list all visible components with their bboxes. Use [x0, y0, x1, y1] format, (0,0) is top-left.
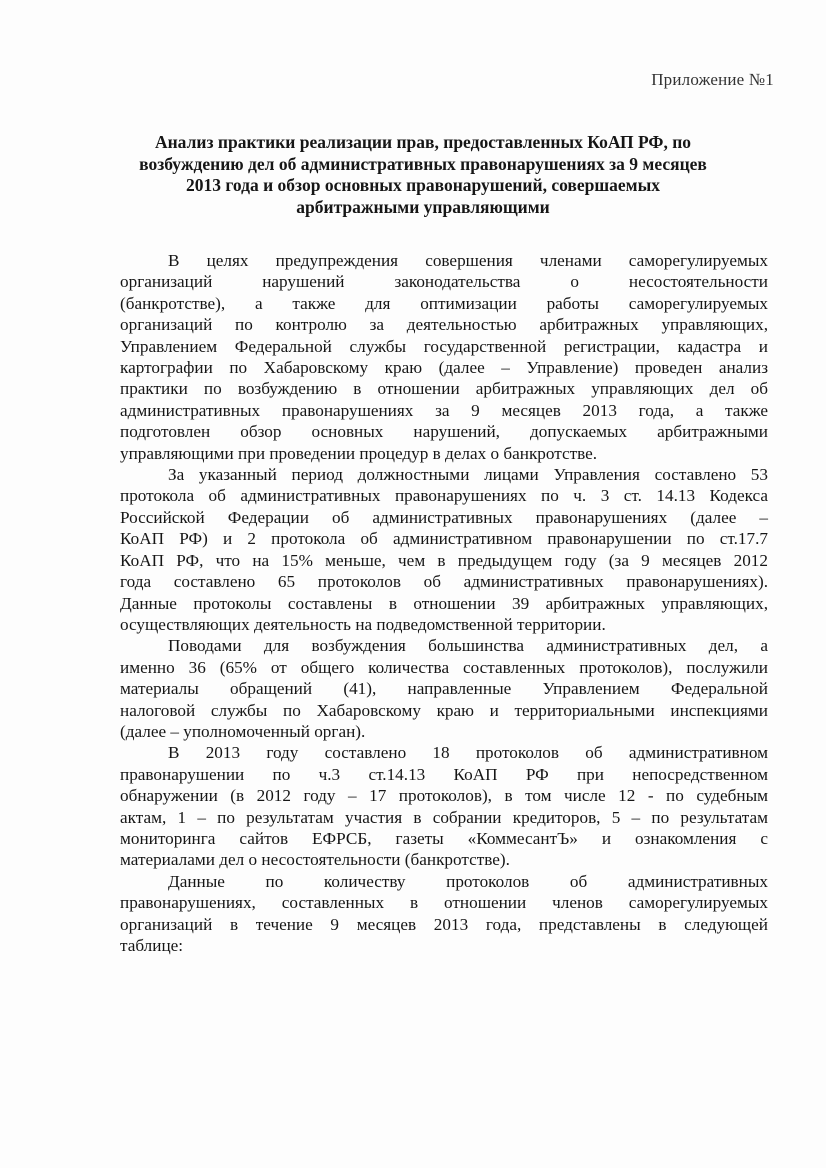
text-line: актам, 1 – по результатам участия в собрании кредиторов, 5 – по результатам: [120, 807, 768, 827]
document-title: [110, 132, 736, 218]
text-line: организаций в течение 9 месяцев 2013 года, представлены в следующей: [120, 914, 768, 934]
text-line: В 2013 году составлено 18 протоколов об административном: [168, 743, 768, 763]
text-line: Управлением Федеральной службы государственной регистрации, кадастра и: [120, 336, 768, 356]
paragraph-2013: [120, 742, 768, 870]
paragraph-goals: [120, 250, 768, 464]
text-line: года составлено 65 протоколов об административных правонарушениях).: [120, 572, 768, 592]
paragraph-protocols: [120, 464, 768, 635]
text-line: административных правонарушениях за 9 месяцев 2013 года, а также: [120, 400, 768, 420]
text-line: управляющими при проведении процедур в делах о банкротстве.: [120, 443, 598, 463]
text-line: обнаружении (в 2012 году – 17 протоколов), в том числе 12 - по судебным: [120, 786, 768, 806]
text-line: Данные по количеству протоколов об административных: [168, 871, 768, 891]
text-line: организаций нарушений законодательства о несостоятельности: [120, 272, 768, 292]
title-line: 2013 года и обзор основных правонарушений, совершаемых: [185, 175, 661, 195]
text-line: налоговой службы по Хабаровскому краю и территориальными инспекциями: [120, 700, 768, 720]
text-line: картографии по Хабаровскому краю (далее – Управление) проведен анализ: [120, 358, 768, 378]
text-line: (далее – уполномоченный орган).: [120, 721, 366, 741]
text-line: КоАП РФ) и 2 протокола об административном правонарушении по ст.17.7: [120, 529, 768, 549]
text-line: В целях предупреждения совершения членами саморегулируемых: [168, 251, 768, 270]
text-line: именно 36 (65% от общего количества составленных протоколов), послужили: [120, 657, 768, 677]
text-line: таблице:: [120, 936, 184, 955]
document-body: [120, 250, 768, 956]
title-line: Анализ практики реализации прав, предоставленных КоАП РФ, по: [154, 132, 692, 152]
text-line: Российской Федерации об административных правонарушениях (далее –: [120, 507, 768, 527]
text-line: правонарушениях, составленных в отношении членов саморегулируемых: [120, 893, 768, 913]
text-line: практики по возбуждению в отношении арбитражных управляющих дел об: [120, 379, 768, 399]
text-line: материалы обращений (41), направленные Управлением Федеральной: [120, 679, 768, 699]
text-line: (банкротстве), а также для оптимизации работы саморегулируемых: [120, 293, 768, 313]
text-line: КоАП РФ, что на 15% меньше, чем в предыдущем году (за 9 месяцев 2012: [120, 550, 768, 570]
text-line: материалами дел о несостоятельности (банкротстве).: [120, 850, 510, 870]
text-line: организаций по контролю за деятельностью арбитражных управляющих,: [120, 315, 768, 335]
text-line: осуществляющих деятельность на подведомственной территории.: [120, 614, 606, 634]
title-line: арбитражными управляющими: [296, 196, 550, 217]
text-line: Поводами для возбуждения большинства административных дел, а: [168, 636, 768, 656]
text-line: За указанный период должностными лицами Управления составлено 53: [168, 465, 768, 485]
title-line: возбуждению дел об административных правонарушениях за 9 месяцев: [139, 153, 707, 174]
appendix-label: Приложение №1: [651, 70, 774, 89]
text-line: подготовлен обзор основных нарушений, допускаемых арбитражными: [120, 422, 768, 442]
text-line: правонарушении по ч.3 ст.14.13 КоАП РФ при непосредственном: [120, 764, 768, 784]
paragraph-table-intro: [120, 871, 768, 957]
text-line: мониторинга сайтов ЕФРСБ, газеты «КоммесантЪ» и ознакомления с: [120, 828, 768, 848]
text-line: Данные протоколы составлены в отношении 39 арбитражных управляющих,: [120, 593, 768, 613]
paragraph-reasons: [120, 635, 768, 742]
text-line: протокола об административных правонарушениях по ч. 3 ст. 14.13 Кодекса: [120, 486, 768, 506]
